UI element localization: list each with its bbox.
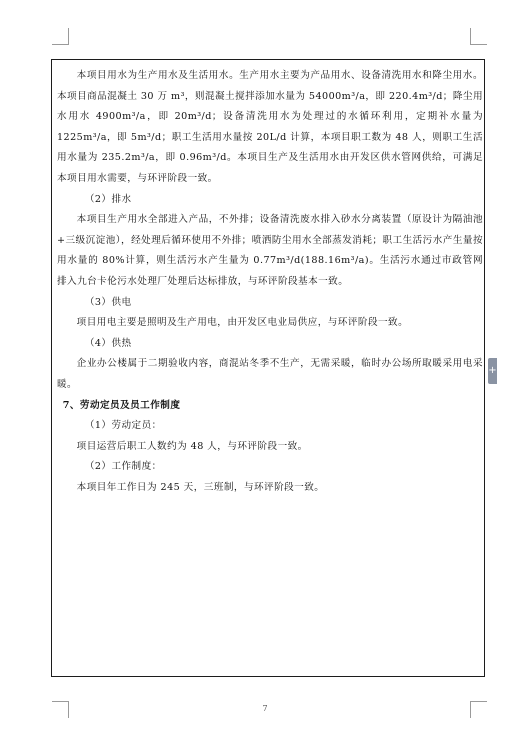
staffing-heading: （1）劳动定员： — [84, 420, 162, 432]
drainage-heading: （2）排水 — [84, 193, 132, 205]
crop-mark-top-left — [52, 28, 69, 45]
power-heading: （3）供电 — [84, 296, 132, 308]
water-supply-paragraph: 本项目用水为生产用水及生活用水。生产用水主要为产品用水、设备清洗用水和降尘用水。本项目商品混凝土 30 万 m³，则混凝土搅拌添加水量为 54000m³/a，即 220.4m³/d；降尘用水用水 4900m³/a，即 20m³/d；设备清洗用水为处理过的水循环利用，定期补水量为 1225m³/a，即 5m³/d；职工生活用水量按 20L/d 计算，本项目职工数为 48 人，则职工生活用水量为 235.2m³/a，即 0.96m³/d。本项目生产及生活用水由开发区供水管网供给，可满足本项目用水需要，与环评阶段一致。 — [57, 70, 483, 184]
staffing-paragraph: 项目运营后职工人数约为 48 人，与环评阶段一致。 — [76, 440, 308, 452]
work-schedule-heading: （2）工作制度： — [84, 461, 162, 473]
power-paragraph: 项目用电主要是照明及生产用电，由开发区电业局供应，与环评阶段一致。 — [76, 317, 409, 329]
plus-icon: + — [488, 365, 497, 376]
drainage-paragraph: 本项目生产用水全部进入产品，不外排；设备清洗废水排入砂水分离装置（原设计为隔油池+三级沉淀池），经处理后循环使用不外排；喷洒防尘用水全部蒸发消耗；职工生活污水产生量按用水量的 80%计算，则生活污水产生量为 0.77m³/d(188.16m³/a)。生活污水通过市政管网排入九台卡伦污水处理厂处理后达标排放，与环评阶段基本一致。 — [57, 214, 483, 287]
page-number: 7 — [262, 704, 268, 713]
document-body — [57, 66, 483, 498]
section-7-heading: 7、劳动定员及员工作制度 — [62, 399, 181, 411]
crop-mark-top-right — [470, 28, 487, 45]
heating-paragraph: 企业办公楼属于二期验收内容，商混站冬季不生产，无需采暖，临时办公场所取暖采用电采暖。 — [57, 358, 483, 390]
heating-heading: （4）供热 — [84, 337, 132, 349]
work-schedule-paragraph: 本项目年工作日为 245 天，三班制，与环评阶段一致。 — [76, 481, 325, 493]
expand-panel-button[interactable] — [488, 358, 497, 384]
